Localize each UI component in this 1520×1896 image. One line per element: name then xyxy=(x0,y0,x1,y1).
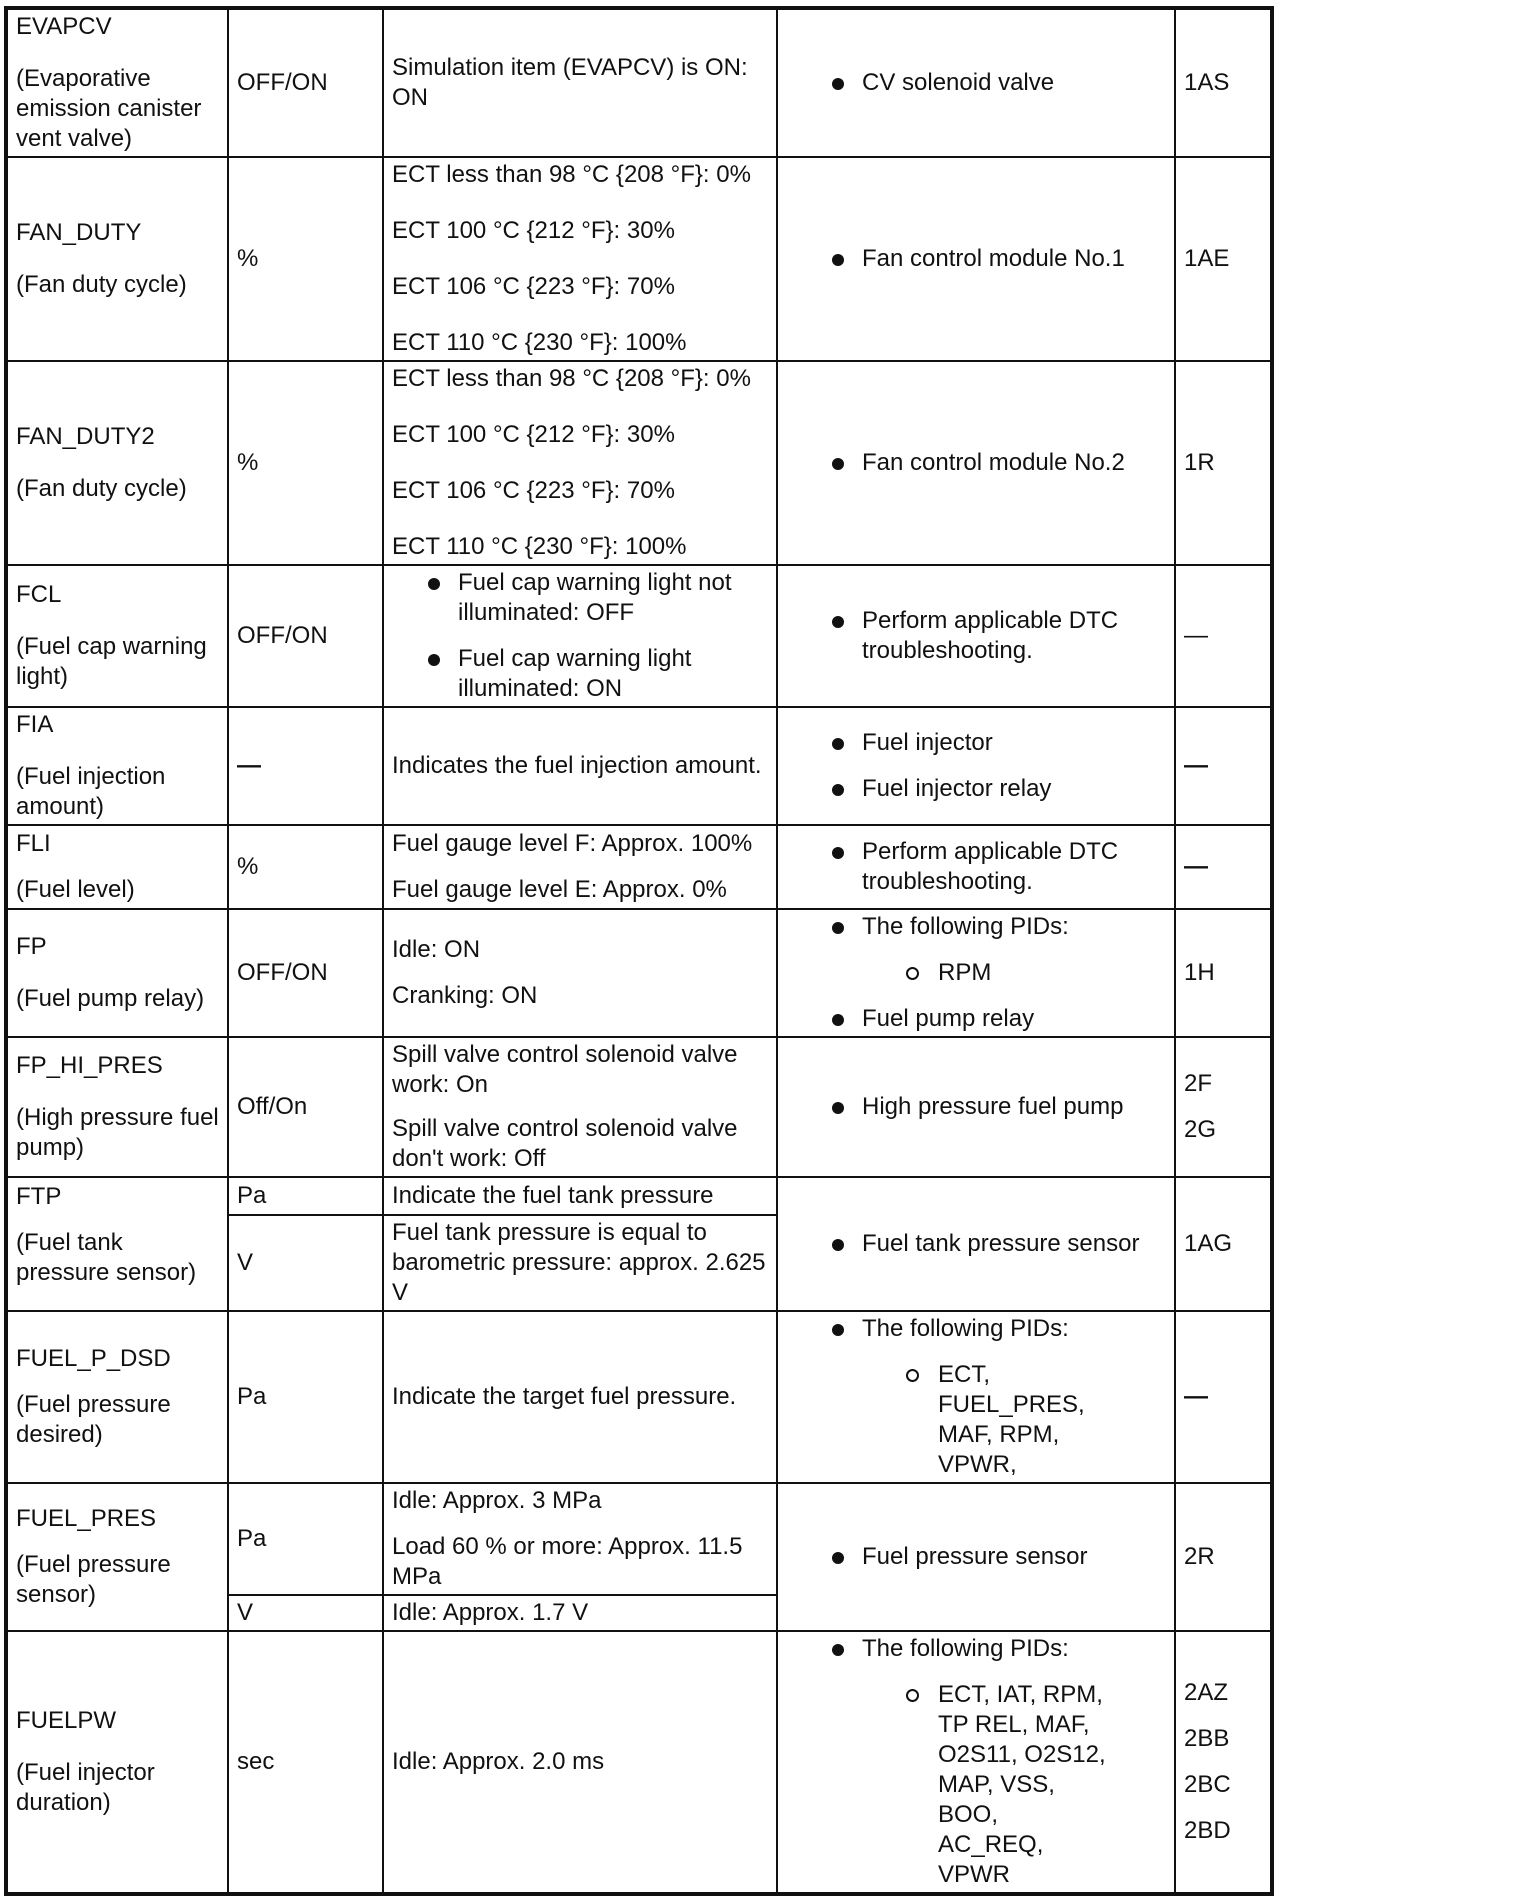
pid-description: (Fuel injector duration) xyxy=(16,1759,155,1816)
pid-description: (Fuel tank pressure sensor) xyxy=(16,1229,197,1286)
pid-action-cell xyxy=(777,1311,1175,1483)
pid-list-heading: The following PIDs: xyxy=(862,913,1069,940)
pid-description: (Fuel pump relay) xyxy=(16,985,205,1012)
pid-condition-cell xyxy=(383,1483,777,1595)
pid-terminal: 2G xyxy=(1184,1116,1217,1143)
pid-name: FLI xyxy=(16,830,51,857)
pid-action-cell xyxy=(777,361,1175,565)
pid-terminal: 2BC xyxy=(1184,1771,1231,1798)
pid-terminal: — xyxy=(1175,1311,1272,1483)
pid-description: (Fan duty cycle) xyxy=(16,271,187,298)
table-row xyxy=(6,1483,1272,1595)
pid-name-cell xyxy=(6,909,228,1037)
pid-unit: V xyxy=(228,1215,383,1311)
pid-name: FP xyxy=(16,933,47,960)
pid-condition: Indicate the target fuel pressure. xyxy=(383,1311,777,1483)
pid-name-cell xyxy=(6,157,228,361)
pid-terminal: — xyxy=(1175,825,1272,909)
pid-terminal: 1H xyxy=(1175,909,1272,1037)
condition-line: Cranking: ON xyxy=(392,982,538,1009)
condition-line: Load 60 % or more: Approx. 11.5 MPa xyxy=(392,1533,743,1590)
pid-terminal: — xyxy=(1175,707,1272,825)
pid-terminal: — xyxy=(1175,565,1272,707)
pid-name: FCL xyxy=(16,581,62,608)
pid-unit: Pa xyxy=(228,1483,383,1595)
action-item: Fan control module No.2 xyxy=(826,448,1168,478)
pid-unit: — xyxy=(228,707,383,825)
table-row xyxy=(6,909,1272,1037)
action-item: Fuel pressure sensor xyxy=(826,1542,1168,1572)
pid-unit: OFF/ON xyxy=(228,8,383,157)
pid-terminal-cell xyxy=(1175,1037,1272,1177)
pid-unit: Pa xyxy=(228,1311,383,1483)
pid-condition: Indicate the fuel tank pressure xyxy=(383,1177,777,1215)
pid-name-cell xyxy=(6,1177,228,1311)
pid-list-heading: The following PIDs: xyxy=(862,1635,1069,1662)
pid-name-cell xyxy=(6,8,228,157)
pid-unit: % xyxy=(228,361,383,565)
table-row xyxy=(6,825,1272,909)
pid-terminal: 2AZ xyxy=(1184,1679,1229,1706)
pid-sub-item: ECT, IAT, RPM, TP REL, MAF, O2S11, O2S12, MAP, VSS, BOO, AC_REQ, VPWR xyxy=(902,1680,1108,1890)
pid-condition-cell xyxy=(383,361,777,565)
pid-terminal: 2BD xyxy=(1184,1817,1231,1844)
pid-action-cell xyxy=(777,1177,1175,1311)
pid-name-cell xyxy=(6,1631,228,1894)
pid-name: FAN_DUTY xyxy=(16,219,142,246)
pid-name: FTP xyxy=(16,1183,62,1210)
pid-terminal: 1AG xyxy=(1175,1177,1272,1311)
pid-description: (Fuel injection amount) xyxy=(16,763,166,820)
action-item: Fuel injector xyxy=(826,728,1168,758)
pid-name-cell xyxy=(6,707,228,825)
pid-description: (Fuel pressure desired) xyxy=(16,1391,171,1448)
pid-unit: Pa xyxy=(228,1177,383,1215)
pid-description: (Fuel pressure sensor) xyxy=(16,1551,171,1608)
pid-name: FIA xyxy=(16,711,54,738)
pid-condition-cell xyxy=(383,909,777,1037)
pid-condition: Idle: Approx. 1.7 V xyxy=(383,1595,777,1631)
pid-name: FUEL_P_DSD xyxy=(16,1345,171,1372)
condition-line: ECT less than 98 °C {208 °F}: 0% xyxy=(392,365,751,392)
pid-action-cell xyxy=(777,1037,1175,1177)
condition-line: ECT 106 °C {223 °F}: 70% xyxy=(392,477,675,504)
pid-description: (Fuel level) xyxy=(16,876,135,903)
pid-action-cell xyxy=(777,157,1175,361)
action-item: Perform applicable DTC troubleshooting. xyxy=(826,837,1168,897)
pid-terminal: 2BB xyxy=(1184,1725,1230,1752)
table-row xyxy=(6,707,1272,825)
pid-condition: Idle: Approx. 2.0 ms xyxy=(383,1631,777,1894)
pid-terminal-cell xyxy=(1175,1631,1272,1894)
pid-sub-item: ECT, FUEL_PRES, MAF, RPM, VPWR, xyxy=(902,1360,1108,1480)
condition-line: Idle: ON xyxy=(392,936,481,963)
pid-description: (Fuel cap warning light) xyxy=(16,633,207,690)
pid-name: FP_HI_PRES xyxy=(16,1052,163,1079)
pid-action-cell xyxy=(777,909,1175,1037)
pid-unit: % xyxy=(228,157,383,361)
condition-line: Fuel gauge level E: Approx. 0% xyxy=(392,876,727,903)
condition-line: ECT 100 °C {212 °F}: 30% xyxy=(392,421,675,448)
pid-action-cell xyxy=(777,8,1175,157)
pid-unit: Off/On xyxy=(228,1037,383,1177)
pid-description: (Evaporative emission canister vent valve) xyxy=(16,65,202,152)
pid-unit: sec xyxy=(228,1631,383,1894)
pid-name-cell xyxy=(6,565,228,707)
table-row xyxy=(6,1177,1272,1215)
pid-name-cell xyxy=(6,361,228,565)
pid-condition-cell xyxy=(383,1037,777,1177)
action-item: Fan control module No.1 xyxy=(826,244,1168,274)
condition-line: ECT less than 98 °C {208 °F}: 0% xyxy=(392,161,751,188)
pid-condition: Fuel tank pressure is equal to barometric pressure: approx. 2.625 V xyxy=(383,1215,777,1311)
condition-line: Spill valve control solenoid valve don't work: Off xyxy=(392,1115,738,1172)
condition-line: Idle: Approx. 3 MPa xyxy=(392,1487,602,1514)
pid-terminal: 2R xyxy=(1175,1483,1272,1631)
table-row xyxy=(6,157,1272,361)
pid-name-cell xyxy=(6,1037,228,1177)
pid-name-cell xyxy=(6,1483,228,1631)
pid-list-heading: The following PIDs: xyxy=(862,1315,1069,1342)
pid-unit: OFF/ON xyxy=(228,565,383,707)
action-item xyxy=(826,1634,1168,1890)
condition-line: ECT 110 °C {230 °F}: 100% xyxy=(392,329,687,356)
action-item: Fuel tank pressure sensor xyxy=(826,1229,1168,1259)
condition-bullet: Fuel cap warning light illuminated: ON xyxy=(422,644,770,704)
pid-condition: Indicates the fuel injection amount. xyxy=(383,707,777,825)
pid-condition-cell xyxy=(383,157,777,361)
condition-line: ECT 100 °C {212 °F}: 30% xyxy=(392,217,675,244)
pid-terminal: 1AE xyxy=(1175,157,1272,361)
pid-action-cell xyxy=(777,707,1175,825)
pid-name: FAN_DUTY2 xyxy=(16,423,155,450)
table-row xyxy=(6,361,1272,565)
pid-name: EVAPCV xyxy=(16,13,112,40)
action-item: Perform applicable DTC troubleshooting. xyxy=(826,606,1168,666)
pid-action-cell xyxy=(777,1483,1175,1631)
table-row xyxy=(6,8,1272,157)
pid-terminal: 2F xyxy=(1184,1070,1213,1097)
condition-line: Spill valve control solenoid valve work: On xyxy=(392,1041,738,1098)
pid-description: (Fan duty cycle) xyxy=(16,475,187,502)
pid-name: FUELPW xyxy=(16,1707,117,1734)
condition-line: Fuel gauge level F: Approx. 100% xyxy=(392,830,753,857)
pid-condition-cell xyxy=(383,825,777,909)
action-item xyxy=(826,912,1168,988)
pid-action-cell xyxy=(777,825,1175,909)
pid-unit: OFF/ON xyxy=(228,909,383,1037)
pid-unit: V xyxy=(228,1595,383,1631)
condition-bullet: Fuel cap warning light not illuminated: OFF xyxy=(422,568,770,628)
pid-action-cell xyxy=(777,565,1175,707)
action-item: Fuel injector relay xyxy=(826,774,1168,804)
pid-terminal: 1R xyxy=(1175,361,1272,565)
pid-table-page xyxy=(4,6,1274,1896)
table-row xyxy=(6,1311,1272,1483)
condition-line: ECT 110 °C {230 °F}: 100% xyxy=(392,533,687,560)
pid-table xyxy=(4,6,1274,1896)
action-item xyxy=(826,1314,1168,1480)
pid-unit: % xyxy=(228,825,383,909)
action-item: Fuel pump relay xyxy=(826,1004,1168,1034)
condition-line: ECT 106 °C {223 °F}: 70% xyxy=(392,273,675,300)
pid-description: (High pressure fuel pump) xyxy=(16,1104,219,1161)
table-row xyxy=(6,565,1272,707)
pid-name: FUEL_PRES xyxy=(16,1505,157,1532)
pid-action-cell xyxy=(777,1631,1175,1894)
pid-sub-item: RPM xyxy=(902,958,1168,988)
pid-condition-cell xyxy=(383,565,777,707)
action-item: High pressure fuel pump xyxy=(826,1092,1168,1122)
table-row xyxy=(6,1037,1272,1177)
pid-condition: Simulation item (EVAPCV) is ON: ON xyxy=(383,8,777,157)
action-item: CV solenoid valve xyxy=(826,68,1168,98)
pid-terminal: 1AS xyxy=(1175,8,1272,157)
table-row xyxy=(6,1631,1272,1894)
pid-name-cell xyxy=(6,825,228,909)
pid-name-cell xyxy=(6,1311,228,1483)
